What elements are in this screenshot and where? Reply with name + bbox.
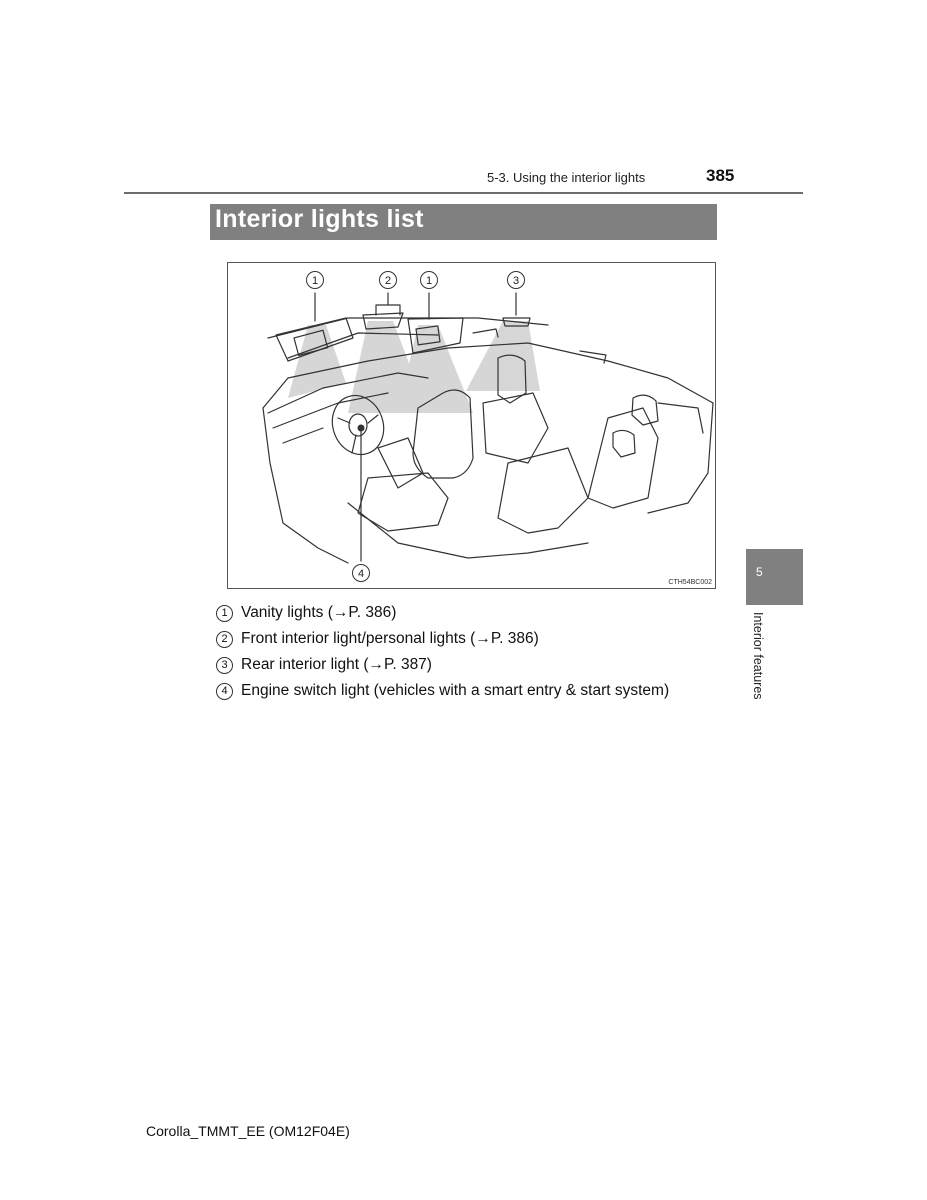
- legend-item-front-interior-light: [216, 626, 696, 652]
- section-heading: 5-3. Using the interior lights: [487, 170, 646, 185]
- footer-doc-id: Corolla_TMMT_EE (OM12F04E): [146, 1123, 350, 1139]
- legend-item-vanity-lights: [216, 600, 696, 626]
- callout-2: [380, 272, 397, 289]
- chapter-label: Interior features: [751, 612, 765, 700]
- callout-1-left: [307, 272, 324, 289]
- chapter-number: 5: [756, 565, 763, 579]
- interior-lights-illustration: [227, 262, 716, 589]
- svg-text:3: 3: [512, 275, 520, 287]
- car-interior-drawing: [228, 263, 717, 590]
- engine-switch-dot: [358, 425, 365, 432]
- svg-text:1: 1: [311, 275, 319, 287]
- svg-text:1: 1: [425, 275, 433, 287]
- legend-list: [216, 600, 696, 704]
- legend-number: 1: [216, 605, 233, 622]
- legend-text: Rear interior light (→P. 387): [241, 656, 432, 673]
- page-title: Interior lights list: [215, 205, 424, 233]
- legend-text: Front interior light/personal lights (→P. 386): [241, 630, 539, 647]
- header-divider: [124, 192, 803, 194]
- legend-number: 2: [216, 631, 233, 648]
- legend-text: Vanity lights (→P. 386): [241, 604, 397, 621]
- callout-1-right: [421, 272, 438, 289]
- figure-code: CTH54BC002: [668, 579, 712, 586]
- chapter-tab: [746, 549, 803, 605]
- legend-item-engine-switch-light: [216, 678, 696, 704]
- legend-number: 4: [216, 683, 233, 700]
- callout-4: [353, 565, 370, 582]
- title-banner: [210, 204, 717, 240]
- legend-number: 3: [216, 657, 233, 674]
- legend-text: Engine switch light (vehicles with a smart entry & start system): [241, 682, 670, 699]
- callout-3: [508, 272, 525, 289]
- svg-text:4: 4: [357, 568, 365, 580]
- svg-text:2: 2: [384, 275, 392, 287]
- page-number: 385: [706, 166, 735, 185]
- legend-item-rear-interior-light: [216, 652, 696, 678]
